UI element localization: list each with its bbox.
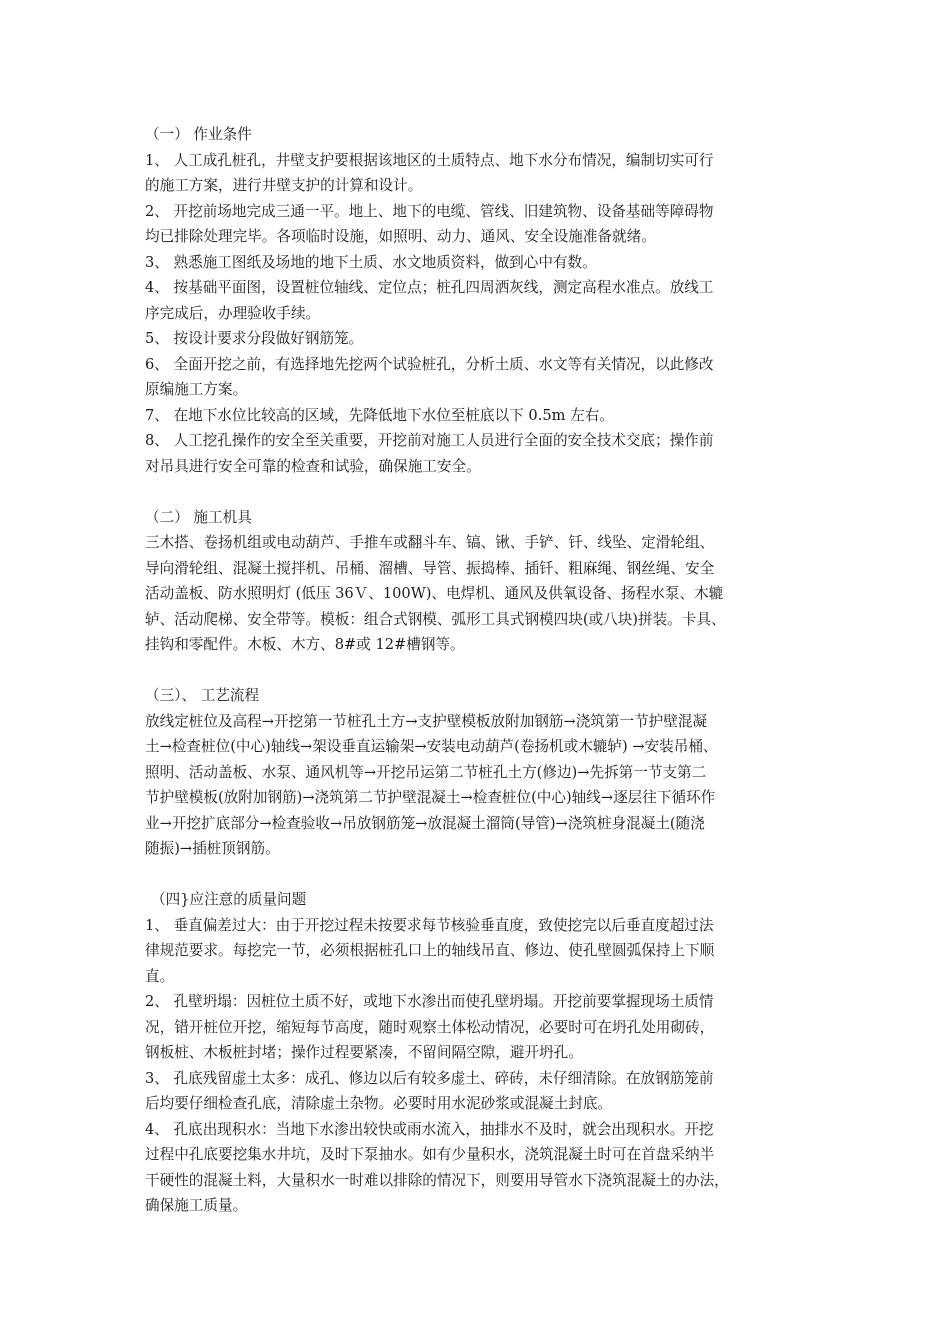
paragraph-line: 节护壁模板(放附加钢筋)→浇筑第二节护壁混凝土→检查桩位(中心)轴线→逐层往下循环作 xyxy=(145,789,716,806)
paragraph-line: 8、 人工挖孔操作的安全至关重要，开挖前对施工人员进行全面的安全技术交底；操作前 xyxy=(145,432,714,449)
paragraph-line: 钢板桩、木板桩封堵；操作过程要紧凑，不留间隔空隙，避开坍孔。 xyxy=(145,1044,583,1061)
paragraph-line: 活动盖板、防水照明灯 (低压 36Ｖ、100W)、电焊机、通风及供氧设备、扬程水泵、木辘 xyxy=(145,585,724,602)
paragraph-line: 况，错开桩位开挖，缩短每节高度，随时观察土体松动情况，必要时可在坍孔处用砌砖， xyxy=(145,1018,715,1036)
section-heading-3: （三）、 工艺流程 xyxy=(145,687,260,704)
paragraph-line: 序完成后，办理验收手续。 xyxy=(145,304,321,322)
paragraph-line: 律规范要求。每挖完一节，必须根据桩孔口上的轴线吊直、修边、使孔壁圆弧保持上下顺 xyxy=(145,942,715,959)
paragraph-line: 随振)→插桩顶钢筋。 xyxy=(145,840,280,857)
section-spacer xyxy=(145,862,815,888)
section-spacer xyxy=(145,479,815,505)
paragraph-line: 土→检查桩位(中心)轴线→架设垂直运输架→安装电动葫芦(卷扬机或木辘轳) →安装吊桶、 xyxy=(145,738,718,755)
paragraph-line: 照明、活动盖板、水泵、通风机等→开挖吊运第二节桩孔土方(修边)→先拆第一节支第二 xyxy=(145,763,707,781)
paragraph-line: 均已排除处理完毕。各项临时设施，如照明、动力、通风、安全设施准备就绪。 xyxy=(145,228,656,245)
paragraph-line: 过程中孔底要挖集水井坑，及时下泵抽水。如有少量积水，浇筑混凝土时可在首盘采纳半 xyxy=(145,1146,715,1163)
section-spacer xyxy=(145,658,815,684)
paragraph-line: 的施工方案，进行井壁支护的计算和设计。 xyxy=(145,177,423,194)
document-page xyxy=(145,122,815,1219)
paragraph-line: 干硬性的混凝土料，大量积水一时难以排除的情况下，则要用导管水下浇筑混凝土的办法， xyxy=(145,1171,729,1189)
paragraph-line: 导向滑轮组、混凝土搅拌机、吊桶、溜槽、导管、振捣棒、插钎、粗麻绳、钢丝绳、安全 xyxy=(145,559,715,577)
paragraph-line: 轳、活动爬梯、安全带等。模板：组合式钢模、弧形工具式钢模四块(或八块)拼装。卡具、 xyxy=(145,610,726,628)
paragraph-line: 4、 按基础平面图，设置桩位轴线、定位点；桩孔四周洒灰线，测定高程水准点。放线工 xyxy=(145,279,714,296)
section-heading-1: （一） 作业条件 xyxy=(145,126,252,143)
paragraph-line: 三木搭、卷扬机组或电动葫芦、手推车或翻斗车、镐、锹、手铲、钎、线坠、定滑轮组、 xyxy=(145,534,715,551)
paragraph-line: 5、 按设计要求分段做好钢筋笼。 xyxy=(145,330,364,347)
paragraph-line: 1、 人工成孔桩孔，井壁支护要根据该地区的土质特点、地下水分布情况，编制切实可行 xyxy=(145,151,714,169)
paragraph-line: 原编施工方案。 xyxy=(145,381,248,398)
paragraph-line: 2、 孔壁坍塌：因桩位土质不好，或地下水渗出而使孔壁坍塌。开挖前要掌握现场土质情 xyxy=(145,993,714,1010)
paragraph-line: 4、 孔底出现积水：当地下水渗出较快或雨水流入，抽排水不及时，就会出现积水。开挖 xyxy=(145,1120,714,1138)
paragraph-line: 2、 开挖前场地完成三通一平。地上、地下的电缆、管线、旧建筑物、设备基础等障碍物 xyxy=(145,202,714,220)
paragraph-line: 挂钩和零配件。木板、木方、8#或 12#槽钢等。 xyxy=(145,636,465,653)
paragraph-line: 对吊具进行安全可靠的检查和试验，确保施工安全。 xyxy=(145,457,481,475)
section-heading-4: （四}应注意的质量问题 xyxy=(151,891,307,908)
paragraph-line: 3、 孔底残留虚土太多：成孔、修边以后有较多虚土、碎砖，未仔细清除。在放钢筋笼前 xyxy=(145,1069,714,1087)
paragraph-line: 6、 全面开挖之前，有选择地先挖两个试验桩孔，分析土质、水文等有关情况，以此修改 xyxy=(145,355,714,373)
paragraph-line: 放线定桩位及高程→开挖第一节桩孔土方→支护壁模板放附加钢筋→浇筑第一节护壁混凝 xyxy=(145,712,708,730)
paragraph-line: 直。 xyxy=(145,967,175,985)
paragraph-line: 3、 熟悉施工图纸及场地的地下土质、水文地质资料，做到心中有数。 xyxy=(145,253,597,271)
paragraph-line: 后均要仔细检查孔底，清除虚土杂物。必要时用水泥砂浆或混凝土封底。 xyxy=(145,1095,613,1112)
paragraph-line: 业→开挖扩底部分→检查验收→吊放钢筋笼→放混凝土溜筒(导管)→浇筑桩身混凝土(随浇 xyxy=(145,814,705,832)
section-heading-2: （二） 施工机具 xyxy=(145,508,252,526)
paragraph-line: 1、 垂直偏差过大：由于开挖过程未按要求每节核验垂直度，致使挖完以后垂直度超过法 xyxy=(145,916,714,934)
paragraph-line: 7、 在地下水位比较高的区域，先降低地下水位至桩底以下 0.5m 左右。 xyxy=(145,406,614,424)
paragraph-line: 确保施工质量。 xyxy=(145,1197,248,1214)
